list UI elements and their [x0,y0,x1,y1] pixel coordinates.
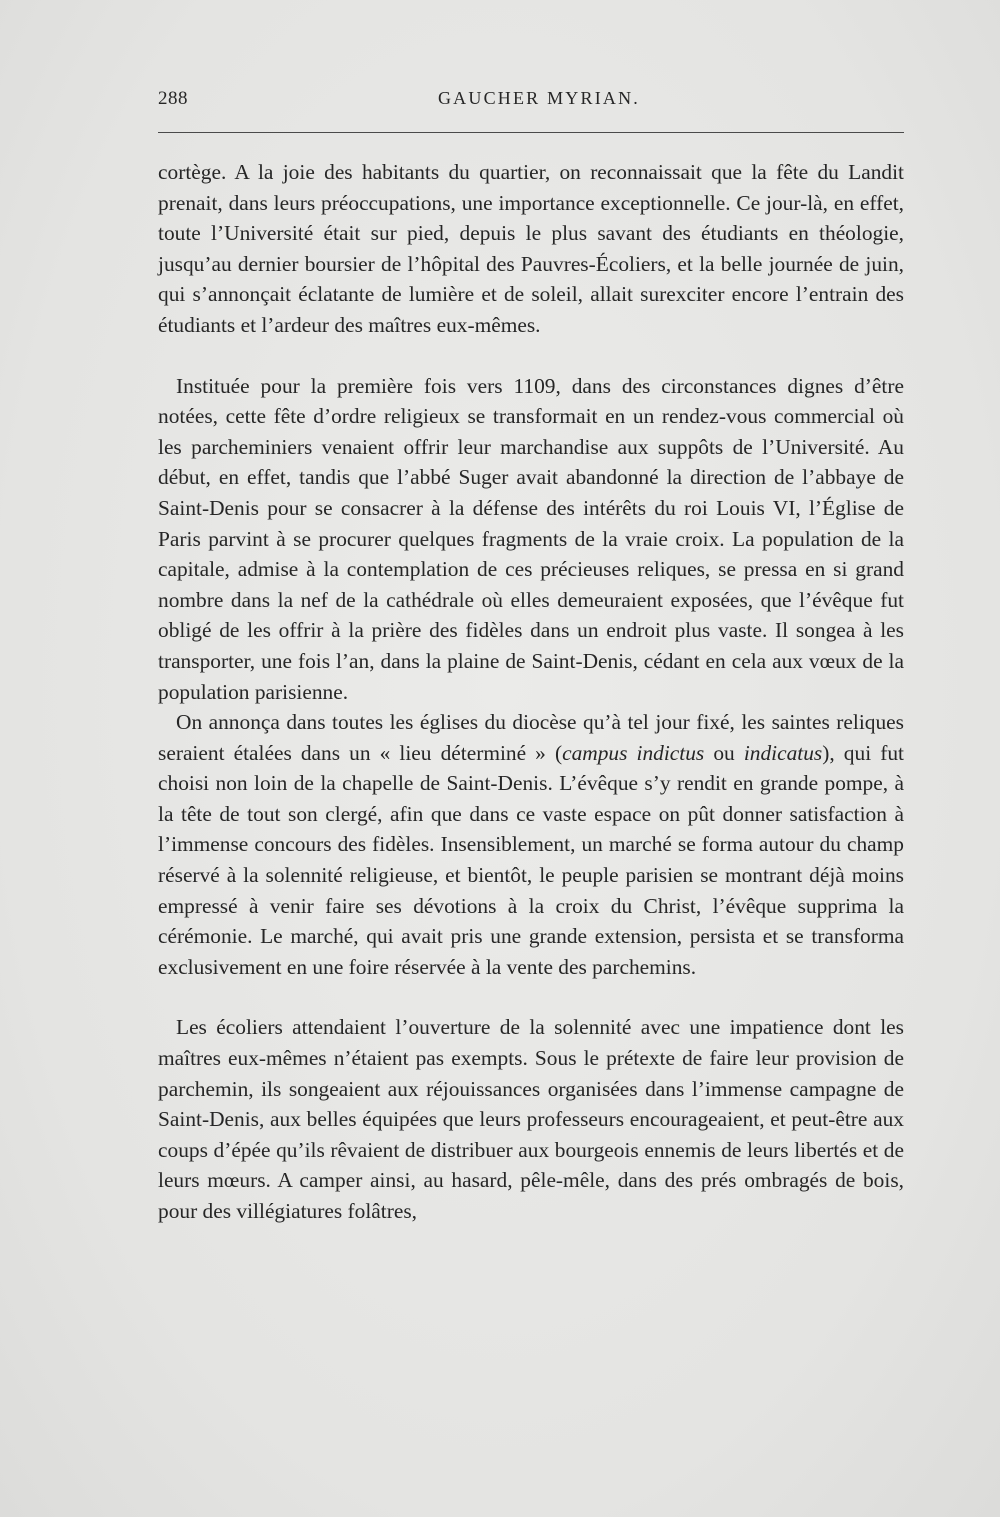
paragraph-2: Instituée pour la première fois vers 1109, dans des circonstances dignes d’être notées, cette fête d’ordre religieux se transformait en un rendez-vous commercial où les parcheminiers venaient offrir leur marchandise aux suppôts de l’Université. Au début, en effet, tandis que l’abbé Suger avait abandonné la direction de l’abbaye de Saint-Denis pour se consacrer à la défense des intérêts du roi Louis VI, l’Église de Paris parvint à se procurer quelques fragments de la vraie croix. La population de la capitale, admise à la contemplation de ces précieuses reliques, se pressa en si grand nombre dans la nef de la cathédrale où elles demeuraient exposées, que l’évêque fut obligé de les offrir à la prière des fidèles dans un endroit plus vaste. Il songea à les transporter, une fois l’an, dans la plaine de Saint-Denis, cédant en cela aux vœux de la population parisienne. [158,373,904,704]
running-title: GAUCHER MYRIAN. [437,88,640,108]
running-head [158,88,904,118]
italic-term-indicatus: indicatus [743,740,823,765]
paragraph-3-text-after: ), qui fut choisi non loin de la chapelle de Saint-Denis. L’évêque s’y rendit en grande pompe, à la tête de tout son clergé, afin que dans ce vaste espace on pût donner satisfaction à l’immense concours des fidèles. Insensiblement, un marché se forma autour du champ réservé à la solennité religieuse, et bientôt, le peuple parisien se montrant déjà moins empressé à venir faire ses dévotions à la croix du Christ, l’évêque supprima la cérémonie. Le marché, qui avait pris une grande extension, persista et se transforma exclusivement en une foire réservée à la vente des parchemins. [158,740,904,979]
page-number: 288 [158,88,188,109]
header-rule [158,132,904,133]
paragraph-3-text-before: On annonça dans toutes les églises du diocèse qu’à tel jour fixé, les saintes reliques seraient étalées dans un « lieu déterminé » ( [158,710,904,765]
body-text [158,157,904,1227]
paragraph-gap [158,982,904,1012]
paragraph-4: Les écoliers attendaient l’ouverture de la solennité avec une impatience dont les maîtres eux-mêmes n’étaient pas exempts. Sous le prétexte de faire leur provision de parchemin, ils songeaient aux réjouissances organisées dans l’immense campagne de Saint-Denis, aux belles équipées que leurs professeurs encourageaient, et peut-être aux coups d’épée qu’ils rêvaient de distribuer aux bourgeois ennemis de leurs libertés et de leurs mœurs. A camper ainsi, au hasard, pêle-mêle, dans des prés ombragés de bois, pour des villégiatures folâtres, [158,1015,904,1223]
paragraph-1: cortège. A la joie des habitants du quartier, on reconnaissait que la fête du Landit prenait, dans leurs préoccupations, une importance exceptionnelle. Ce jour-là, en effet, toute l’Université était sur pied, depuis le plus savant des étudiants en théologie, jusqu’au dernier boursier de l’hôpital des Pauvres-Écoliers, et la belle journée de juin, qui s’annonçait éclatante de lumière et de soleil, allait surexciter encore l’entrain des étudiants et l’ardeur des maîtres eux-mêmes. [158,160,904,337]
paragraph-3 [158,707,904,982]
paragraph-3-text-middle: ou [704,740,744,765]
italic-term-campus-indictus: campus indictus [562,740,705,765]
paragraph-gap [158,341,904,371]
